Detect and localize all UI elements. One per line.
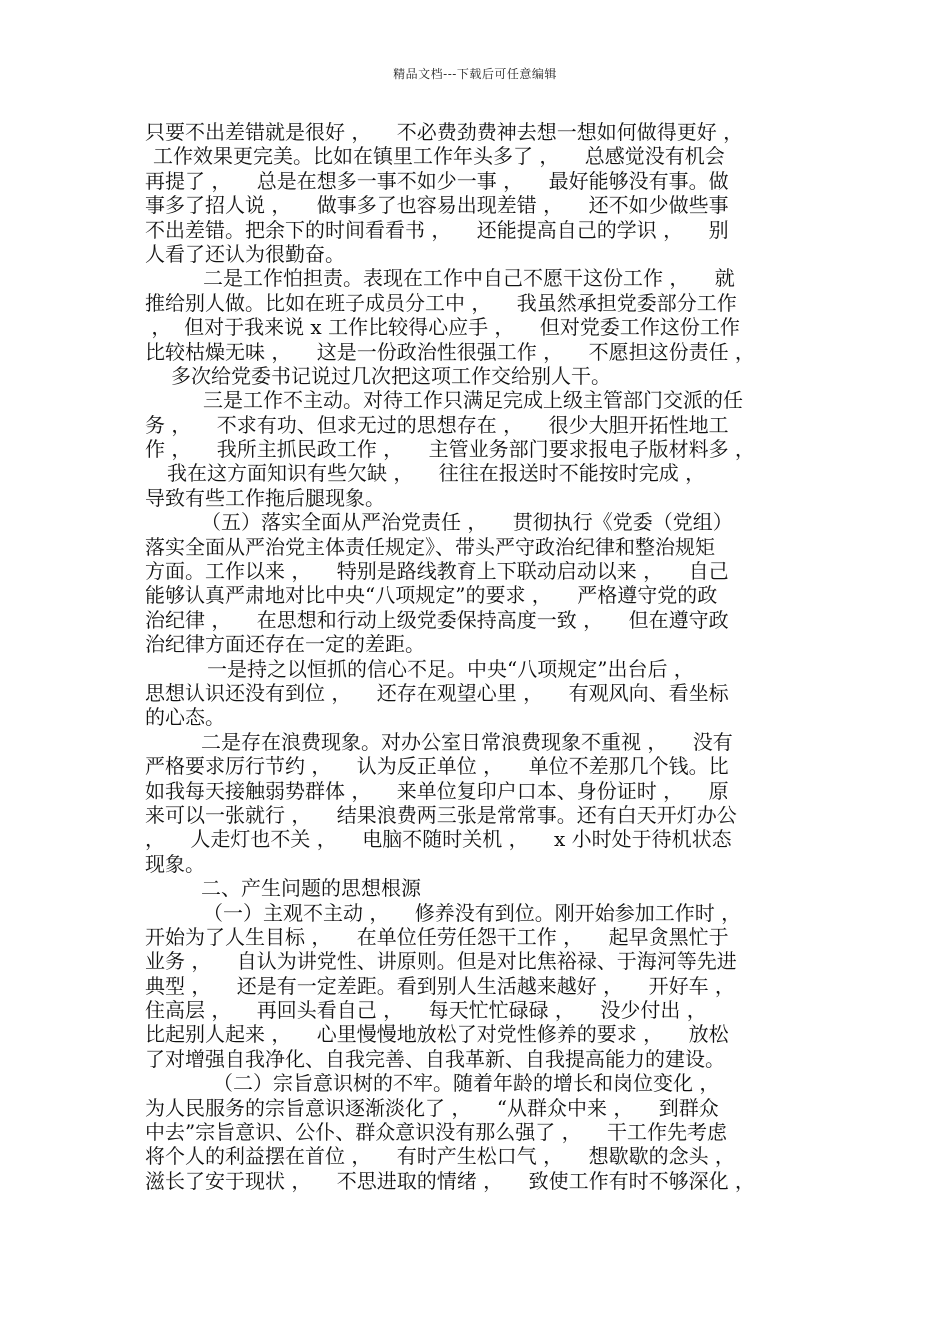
document-body: [145, 120, 817, 1193]
text-line: 住高层 ， 再回头看自己 ， 每天忙忙碌碌 ， 没少付出 ，: [145, 998, 707, 1023]
text-line: 开始为了人生目标 ， 在单位任劳任怨干工作 ， 起早贪黑忙于: [145, 924, 729, 949]
text-line: 导致有些工作拖后腿现象。: [145, 485, 385, 510]
text-line: （二）宗旨意识树的不牢。随着年龄的增长和岗位变化 ，: [213, 1071, 720, 1096]
text-line: 为人民服务的宗旨意识逐渐淡化了 ， “从群众中来 ， 到群众: [145, 1095, 719, 1120]
text-line: 二是工作怕担责。表现在工作中自己不愿干这份工作 ， 就: [203, 266, 735, 291]
text-line: 方面。工作以来 ， 特别是路线教育上下联动启动以来 ， 自己: [145, 559, 729, 584]
page-header: 精品文档---下载后可任意编辑: [393, 67, 557, 81]
text-line: 三是工作不主动。对待工作只满足完成上级主管部门交派的任: [203, 388, 743, 413]
text-line: 作 ， 我所主抓民政工作 ， 主管业务部门要求报电子版材料多 ，: [145, 437, 755, 462]
text-line: 务 ， 不求有功、但求无过的思想存在 ， 很少大胆开拓性地工: [145, 412, 729, 437]
text-line: 中去”宗旨意识、公仆、群众意识没有那么强了 ， 干工作先考虑: [145, 1120, 728, 1145]
text-line: 了对增强自我净化、自我完善、自我革新、自我提高能力的建设。: [145, 1046, 725, 1071]
text-line: ， 但对于我来说 x 工作比较得心应手 ， 但对党委工作这份工作: [145, 315, 740, 340]
text-line: 多次给党委书记说过几次把这项工作交给别人干。: [171, 363, 611, 388]
text-line: 现象。: [145, 851, 205, 876]
text-line: 二、产生问题的思想根源: [201, 876, 421, 901]
text-line: 思想认识还没有到位 ， 还存在观望心里 ， 有观风向、看坐标: [145, 680, 729, 705]
text-line: 治纪律方面还存在一定的差距。: [145, 632, 425, 657]
text-line: 我在这方面知识有些欠缺 ， 往往在报送时不能按时完成 ，: [167, 461, 706, 486]
text-line: ， 人走灯也不关 ， 电脑不随时关机 ， x 小时处于待机状态: [145, 827, 732, 852]
text-line: 再提了 ， 总是在想多一事不如少一事 ， 最好能够没有事。做: [145, 168, 729, 193]
text-line: （五）落实全面从严治党责任 ， 贯彻执行《党委（党组）: [201, 510, 733, 535]
text-line: 推给别人做。比如在班子成员分工中 ， 我虽然承担党委部分工作: [145, 290, 737, 315]
text-line: 滋长了安于现状 ， 不思进取的情绪 ， 致使工作有时不够深化 ，: [145, 1168, 755, 1193]
text-line: 只要不出差错就是很好 ， 不必费劲费神去想一想如何做得更好 ，: [145, 120, 744, 144]
text-line: 严格要求厉行节约 ， 认为反正单位 ， 单位不差那几个钱。比: [145, 754, 729, 779]
text-line: 将个人的利益摆在首位 ， 有时产生松口气 ， 想歇歇的念头 ，: [145, 1144, 735, 1169]
text-line: 二是存在浪费现象。对办公室日常浪费现象不重视 ， 没有: [201, 729, 733, 754]
text-line: 来可以一张就行 ， 结果浪费两三张是常常事。还有白天开灯办公: [145, 802, 737, 827]
text-line: 落实全面从严治党主体责任规定》、带头严守政治纪律和整治规矩: [145, 534, 715, 559]
text-line: 比较枯燥无味 ， 这是一份政治性很强工作 ， 不愿担这份责任 ，: [145, 339, 755, 364]
text-line: （一）主观不主动 ， 修养没有到位。刚开始参加工作时 ，: [203, 900, 742, 925]
text-line: 工作效果更完美。比如在镇里工作年头多了 ， 总感觉没有机会: [153, 144, 725, 169]
text-line: 的心态。: [145, 705, 225, 730]
text-line: 不出差错。把余下的时间看看书 ， 还能提高自己的学识 ， 别: [145, 217, 729, 242]
text-line: 人看了还认为很勤奋。: [145, 241, 345, 266]
text-line: 一是持之以恒抓的信心不足。中央“八项规定”出台后 ，: [207, 656, 694, 681]
text-line: 典型 ， 还是有一定差距。看到别人生活越来越好 ， 开好车 ，: [145, 973, 735, 998]
text-line: 事多了招人说 ， 做事多了也容易出现差错 ， 还不如少做些事: [145, 193, 729, 218]
text-line: 治纪律 ， 在思想和行动上级党委保持高度一致 ， 但在遵守政: [145, 607, 729, 632]
text-line: 业务 ， 自认为讲党性、讲原则。但是对比焦裕禄、于海河等先进: [145, 949, 737, 974]
text-line: 能够认真严肃地对比中央“八项规定”的要求 ， 严格遵守党的政: [145, 583, 718, 608]
text-line: 如我每天接触弱势群体 ， 来单位复印户口本、身份证时 ， 原: [145, 778, 729, 803]
text-line: 比起别人起来 ， 心里慢慢地放松了对党性修养的要求 ， 放松: [145, 1022, 729, 1047]
